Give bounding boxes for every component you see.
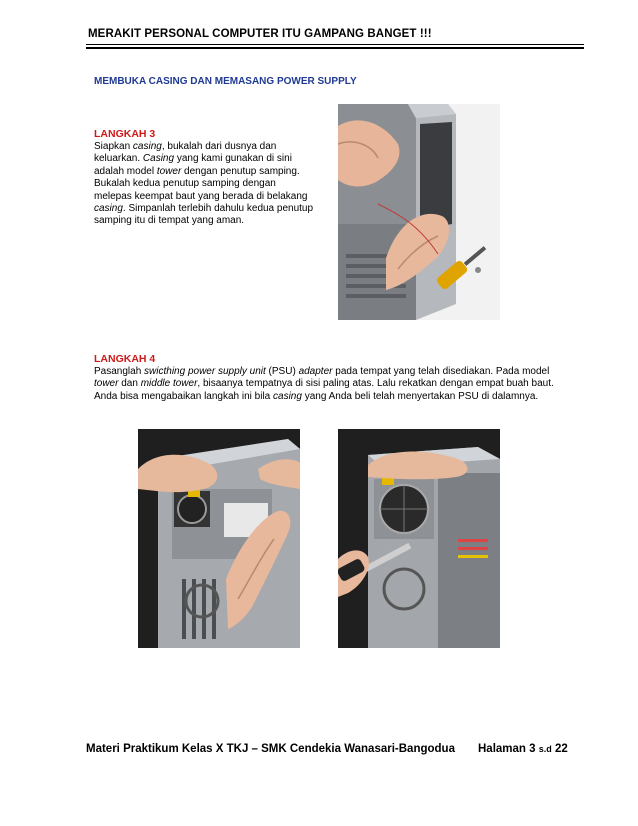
page-current: 3 (529, 743, 536, 755)
italic-term: Casing (142, 153, 175, 165)
step4-paragraph (94, 366, 554, 403)
text-run: yang kami gunakan di sini adalah model (94, 153, 292, 177)
page-header-title: MERAKIT PERSONAL COMPUTER ITU GAMPANG BANGET !!! (88, 28, 432, 40)
italic-term: swicthing power supply unit (144, 366, 266, 377)
photo-opening-side-panel (338, 104, 500, 320)
header-rule (86, 44, 584, 45)
italic-term: middle tower (140, 378, 198, 390)
step4-heading: LANGKAH 4 (94, 353, 156, 365)
text-run: Pasanglah (94, 366, 145, 377)
italic-term: casing (132, 141, 162, 152)
section-title: MEMBUKA CASING DAN MEMASANG POWER SUPPLY (94, 76, 357, 87)
text-run: dan (118, 378, 141, 390)
page-number (478, 743, 568, 755)
page-label: Halaman (478, 743, 526, 755)
page-sep: s.d (538, 744, 552, 754)
text-run: (PSU) (265, 366, 299, 377)
photo-screwing-psu (338, 429, 500, 648)
italic-term: tower (94, 378, 119, 390)
step3-paragraph (94, 141, 316, 228)
text-run: yang Anda beli telah menyertakan PSU di dalamnya. (301, 390, 539, 402)
footer-text: Materi Praktikum Kelas X TKJ – SMK Cendekia Wanasari-Bangodua (86, 743, 455, 755)
italic-term: casing (94, 203, 123, 215)
italic-term: adapter (298, 366, 333, 377)
text-run: , bukalah dari dusnya dan keluarkan. (94, 141, 277, 165)
step3-heading: LANGKAH 3 (94, 128, 156, 140)
text-run: dengan penutup samping. Bukalah kedua penutup samping dengan melepas keempat baut yang berada di belakang (94, 165, 308, 202)
text-run: , bisaanya tempatnya di sisi paling atas. Lalu rekatkan dengan empat buah baut. Anda bisa mengabaikan langkah ini bila (94, 378, 554, 402)
italic-term: casing (273, 390, 302, 402)
text-run: Siapkan (94, 141, 133, 152)
italic-term: tower (156, 165, 182, 177)
page-total: 22 (554, 743, 568, 755)
header-rule-thick (86, 47, 584, 49)
photo-inserting-psu (138, 429, 300, 648)
text-run: pada tempat yang telah disediakan. Pada model (332, 366, 550, 377)
text-run: . Simpanlah terlebih dahulu kedua penutup samping itu di tempat yang aman. (94, 203, 314, 227)
